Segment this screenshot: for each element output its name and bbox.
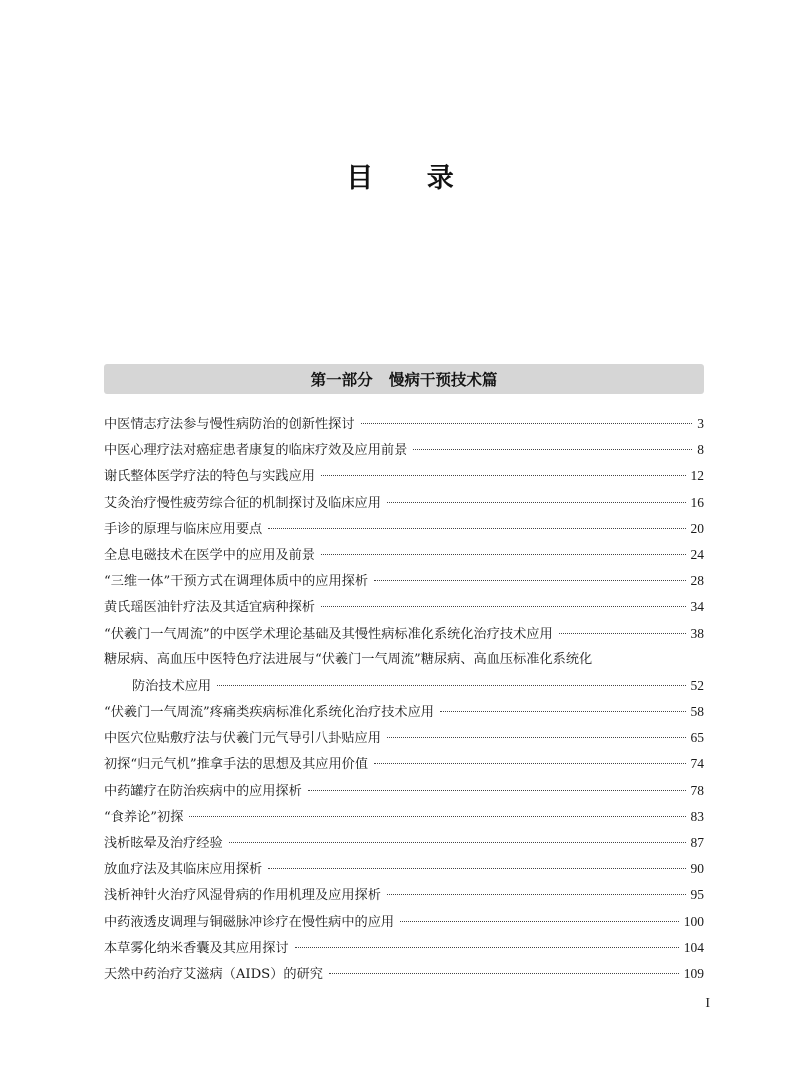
- dot-leader: [329, 973, 679, 974]
- toc-entry[interactable]: [104, 647, 704, 699]
- dot-leader: [217, 685, 685, 686]
- toc-entry-title: 中医情志疗法参与慢性病防治的创新性探讨: [104, 417, 355, 432]
- dot-leader: [295, 947, 679, 948]
- toc-entry[interactable]: [104, 516, 704, 542]
- toc-entry-title: 艾灸治疗慢性疲劳综合征的机制探讨及临床应用: [104, 495, 381, 511]
- toc-entry[interactable]: [104, 856, 704, 882]
- toc-page-number: 34: [690, 599, 704, 615]
- toc-entry-title: 全息电磁技术在医学中的应用及前景: [104, 547, 315, 563]
- toc-line: [104, 437, 704, 463]
- toc-entry-title: 谢氏整体医学疗法的特色与实践应用: [104, 469, 315, 485]
- toc-entry[interactable]: [104, 411, 704, 437]
- section-title: 第一部分 慢病干预技术篇: [310, 371, 498, 389]
- toc-entry[interactable]: [104, 725, 704, 751]
- toc-entry-title: 中医穴位贴敷疗法与伏羲门元气导引八卦贴应用: [104, 731, 381, 747]
- toc-entry-title: 手诊的原理与临床应用要点: [104, 521, 263, 537]
- toc-entry-title: 浅析神针火治疗风湿骨病的作用机理及应用探析: [104, 888, 381, 904]
- toc-entry[interactable]: [104, 437, 704, 463]
- dot-leader: [387, 894, 686, 895]
- toc-line: [104, 751, 704, 777]
- toc-entry-title: 糖尿病、高血压中医特色疗法进展与“伏羲门一气周流”糖尿病、高血压标准化系统化: [104, 651, 593, 667]
- toc-line: [104, 856, 704, 882]
- dot-leader: [400, 921, 679, 922]
- toc-page-number: 8: [697, 442, 704, 458]
- table-of-contents: [104, 411, 704, 987]
- toc-page-number: 16: [690, 494, 704, 510]
- toc-entry[interactable]: [104, 463, 704, 489]
- toc-page-number: 52: [690, 677, 704, 693]
- toc-page-number: 65: [690, 730, 704, 746]
- toc-entry[interactable]: [104, 594, 704, 620]
- toc-entry[interactable]: [104, 909, 704, 935]
- toc-entry-title: 放血疗法及其临床应用探析: [104, 862, 263, 878]
- dot-leader: [374, 763, 685, 764]
- toc-line: [104, 647, 704, 673]
- toc-line: [104, 621, 704, 647]
- toc-entry-title: 初探“归元气机”推拿手法的思想及其应用价值: [104, 757, 369, 773]
- toc-page-number: 100: [683, 913, 704, 929]
- toc-page-number: 74: [690, 756, 704, 772]
- toc-page-number: 78: [690, 782, 704, 798]
- toc-entry[interactable]: [104, 935, 704, 961]
- toc-entry[interactable]: [104, 804, 704, 830]
- toc-page-number: 20: [690, 520, 704, 536]
- toc-page-number: 58: [690, 704, 704, 720]
- toc-entry-title: “食养论”初探: [104, 809, 184, 825]
- toc-line: [104, 778, 704, 804]
- toc-page-number: 95: [690, 887, 704, 903]
- toc-line: [104, 909, 704, 935]
- toc-entry[interactable]: [104, 751, 704, 777]
- toc-entry[interactable]: [104, 830, 704, 856]
- toc-page-number: 104: [683, 939, 704, 955]
- toc-page-number: 3: [697, 416, 704, 431]
- dot-leader: [559, 633, 686, 634]
- toc-line: [104, 804, 704, 830]
- toc-entry-title: 黄氏瑶医油针疗法及其适宜病种探析: [104, 600, 315, 616]
- toc-page-number: 38: [690, 625, 704, 641]
- toc-page-number: 28: [690, 573, 704, 589]
- page-title: 目 录: [346, 163, 476, 194]
- dot-leader: [387, 737, 686, 738]
- toc-line: [104, 935, 704, 961]
- toc-line: [104, 673, 704, 699]
- toc-entry-title: “三维一体”干预方式在调理体质中的应用探析: [104, 574, 369, 590]
- toc-line: [104, 490, 704, 516]
- dot-leader: [229, 842, 686, 843]
- toc-page-number: 83: [690, 808, 704, 824]
- dot-leader: [268, 528, 685, 529]
- toc-line: [104, 463, 704, 489]
- toc-line: [104, 882, 704, 908]
- toc-page-number: 12: [690, 468, 704, 484]
- dot-leader: [413, 449, 692, 450]
- toc-line: [104, 542, 704, 568]
- toc-entry-title: 中药罐疗在防治疾病中的应用探析: [104, 783, 302, 799]
- toc-entry-title: 天然中药治疗艾滋病（AIDS）的研究: [104, 966, 323, 982]
- toc-line: [104, 725, 704, 751]
- toc-entry[interactable]: [104, 621, 704, 647]
- toc-entry-title: 浅析眩晕及治疗经验: [104, 836, 223, 851]
- toc-entry-title: 防治技术应用: [132, 678, 212, 694]
- toc-line: [104, 961, 704, 987]
- toc-page-number: 109: [683, 965, 704, 981]
- dot-leader: [308, 790, 686, 791]
- toc-entry[interactable]: [104, 568, 704, 594]
- dot-leader: [374, 580, 685, 581]
- dot-leader: [321, 554, 686, 555]
- toc-entry[interactable]: [104, 490, 704, 516]
- toc-entry-title: 中药液透皮调理与铜磁脉冲诊疗在慢性病中的应用: [104, 914, 395, 930]
- toc-entry[interactable]: [104, 778, 704, 804]
- toc-line: [104, 516, 704, 542]
- dot-leader: [361, 423, 693, 424]
- dot-leader: [387, 502, 686, 503]
- section-banner: [104, 364, 704, 394]
- toc-entry-title: “伏羲门一气周流”疼痛类疾病标准化系统化治疗技术应用: [104, 705, 434, 721]
- toc-line: [104, 594, 704, 620]
- toc-entry-title: “伏羲门一气周流”的中医学术理论基础及其慢性病标准化系统化治疗技术应用: [104, 626, 553, 642]
- toc-entry[interactable]: [104, 699, 704, 725]
- toc-entry[interactable]: [104, 882, 704, 908]
- page-number-folio: I: [705, 996, 710, 1011]
- toc-entry[interactable]: [104, 542, 704, 568]
- dot-leader: [189, 816, 685, 817]
- toc-line: [104, 411, 704, 437]
- toc-entry-title: 本草雾化纳米香囊及其应用探讨: [104, 940, 289, 956]
- toc-line: [104, 830, 704, 856]
- toc-entry[interactable]: [104, 961, 704, 987]
- dot-leader: [268, 868, 685, 869]
- dot-leader: [321, 606, 686, 607]
- toc-page-number: 90: [690, 861, 704, 877]
- dot-leader: [440, 711, 686, 712]
- toc-page-number: 24: [690, 546, 704, 562]
- toc-entry-title: 中医心理疗法对癌症患者康复的临床疗效及应用前景: [104, 443, 408, 459]
- toc-line: [104, 568, 704, 594]
- toc-page-number: 87: [690, 835, 704, 850]
- dot-leader: [321, 475, 686, 476]
- toc-line: [104, 699, 704, 725]
